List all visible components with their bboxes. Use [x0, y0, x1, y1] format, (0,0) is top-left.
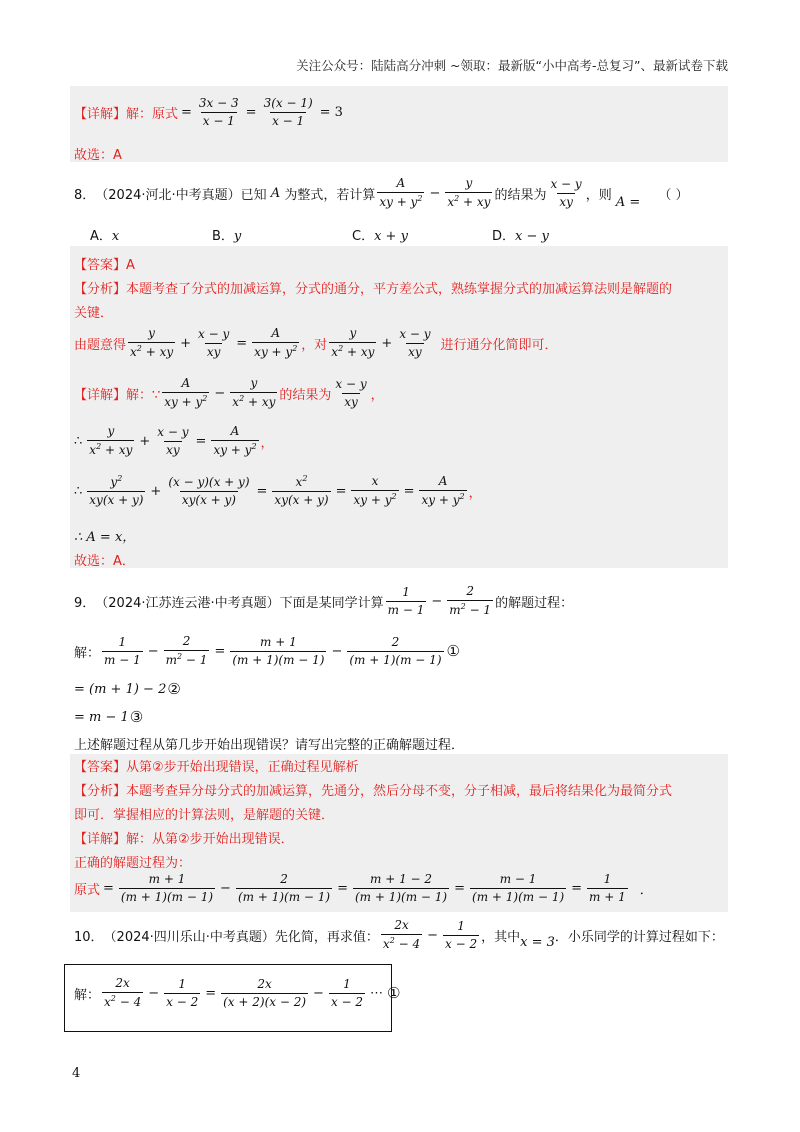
q8-option-c: C．x + y [352, 229, 408, 244]
q10-step-1: 解： $\frac{2x}{x^2 - 4}$ − $\frac{1}{x - 2}$ = $\frac{2x}{(x + 2)(x - 2)}$ − $\frac{1}{x - 2}$ ⋯ ① [74, 976, 401, 1009]
q8-step-1: ∴ $\frac{y}{x^2 + xy}$ + $\frac{x - y}{xy}$ = $\frac{A}{xy + y^2}$ ， [74, 424, 274, 457]
q7-choice: 故选：A [74, 148, 122, 163]
q8-source: （2024·河北·中考真题） [95, 187, 241, 203]
q7-detail: 【详解】解：原式 = $\frac{3x - 3}{x - 1}$ = $\frac{3(x - 1)}{x - 1}$ = 3 [74, 96, 343, 128]
q9-correct: 正确的解题过程为： [74, 856, 192, 871]
q9-answer: 【答案】从第②步开始出现错误，正确过程见解析 [74, 760, 359, 775]
q8-final: ∴ A = x， [74, 530, 136, 545]
q8-answer: 【答案】A [74, 258, 135, 273]
q8-analysis-1: 【分析】本题考查了分式的加减运算，分式的通分，平方差公式，熟练掌握分式的加减运算法则是解题的 [74, 282, 673, 297]
q8-stem: 8． （2024·河北·中考真题） 已知 A 为整式，若计算 $\frac{A}{xy + y^2}$ − $\frac{y}{x^2 + xy}$ 的结果为 $\frac{x - y}{xy}$ ，则 A = （ ） [74, 176, 689, 210]
q8-number: 8． [74, 187, 96, 203]
q9-stem: 9． （2024·江苏连云港·中考真题） 下面是某同学计算 $\frac{1}{m - 1}$ − $\frac{2}{m^2 - 1}$ 的解题过程： [74, 584, 574, 617]
q8-analysis-2: 关键． [74, 306, 114, 321]
q9-step-3: = m − 1 ③ [74, 708, 144, 726]
q7-detail-label: 【详解】解：原式 [74, 107, 179, 122]
q8-detail: 【详解】解：∵ $\frac{A}{xy + y^2}$ − $\frac{y}{x^2 + xy}$ 的结果为 $\frac{x - y}{xy}$ ， [74, 376, 384, 409]
q9-correct-steps: 原式 = $\frac{m + 1}{(m + 1)(m - 1)}$ − $\frac{2}{(m + 1)(m - 1)}$ = $\frac{m + 1 - 2}{(m + 1)(m - 1)}$ = $\frac{m - 1}{(m + 1)(m - 1)}$ = $\frac{1}{m + 1}$ ． [74, 872, 653, 904]
page-number: 4 [72, 1066, 81, 1081]
q8-option-a: A．x [90, 229, 120, 244]
q9-detail: 【详解】解：从第②步开始出现错误． [74, 832, 294, 847]
q9-step-1: 解： $\frac{1}{m - 1}$ − $\frac{2}{m^2 - 1}$ = $\frac{m + 1}{(m + 1)(m - 1)}$ − $\frac{2}{(m + 1)(m - 1)}$ ① [74, 634, 460, 667]
q9-analysis-1: 【分析】本题考查异分母分式的加减运算，先通分，然后分母不变，分子相减，最后将结果化为最简分式 [74, 784, 673, 799]
q8-option-d: D．x − y [492, 229, 549, 244]
q8-choice: 故选：A． [74, 554, 135, 569]
q8-blank: （ ） [658, 187, 689, 203]
q8-hint: 由题意得 $\frac{y}{x^2 + xy}$ + $\frac{x - y}{xy}$ = $\frac{A}{xy + y^2}$ ，对 $\frac{y}{x^2 + xy}$ + $\frac{x - y}{xy}$ 进行通分化简即可． [74, 326, 558, 359]
q9-question: 上述解题过程从第几步开始出现错误？请写出完整的正确解题过程． [74, 738, 465, 753]
q9-analysis-2: 即可．掌握相应的计算法则，是解题的关键． [74, 808, 335, 823]
q10-stem: 10． （2024·四川乐山·中考真题） 先化简，再求值： $\frac{2x}{x^2 - 4}$ − $\frac{1}{x - 2}$ ，其中 x = 3 ．小乐同学的计算过程如下： [74, 918, 724, 951]
q8-step-2: ∴ $\frac{y^2}{xy(x + y)}$ + $\frac{(x - y)(x + y)}{xy(x + y)}$ = $\frac{x^2}{xy(x + y)}$ = $\frac{x}{xy + y^2}$ = $\frac{A}{xy + y^2}$ ， [74, 474, 482, 507]
page-header: 关注公众号：陆陆高分冲刺 ~领取：最新版“小中高考-总复习”、最新试卷下载 [296, 58, 728, 73]
q9-step-2: = (m + 1) − 2 ② [74, 680, 181, 698]
q8-option-b: B．y [212, 229, 242, 244]
